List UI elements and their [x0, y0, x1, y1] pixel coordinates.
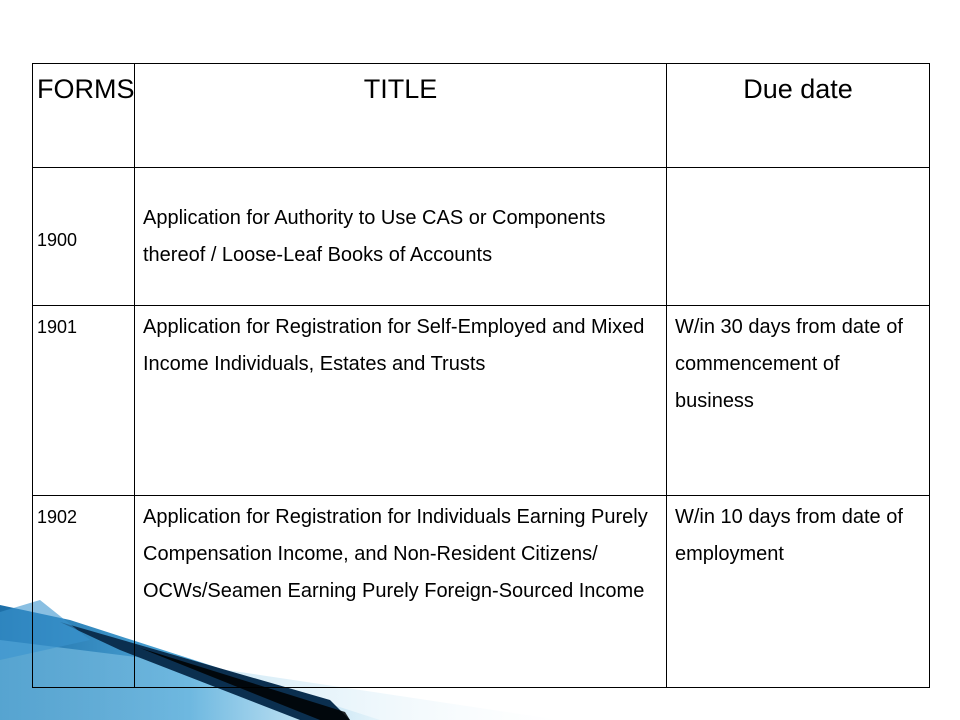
header-forms: FORMS [33, 64, 135, 168]
form-number: 1901 [37, 317, 78, 337]
due-date: W/in 30 days from date of commencement of business [675, 316, 903, 412]
form-title: Application for Registration for Individuals Earning Purely Compensation Income, and Non-Resident Citizens/ OCWs/Seamen Earning Purely Foreign-Sourced Income [143, 506, 648, 602]
due-date-cell [667, 306, 930, 496]
due-date-cell [667, 168, 930, 306]
table-row [33, 496, 930, 688]
header-title: TITLE [135, 64, 667, 168]
table-header-row [33, 64, 930, 168]
form-title: Application for Authority to Use CAS or Components thereof / Loose-Leaf Books of Accounts [143, 206, 606, 266]
due-date: W/in 10 days from date of employment [675, 506, 903, 565]
table-row [33, 168, 930, 306]
table-row [33, 306, 930, 496]
form-number-cell [33, 306, 135, 496]
forms-table [32, 63, 930, 688]
form-number-cell [33, 496, 135, 688]
form-title-cell [135, 168, 667, 306]
due-date-cell [667, 496, 930, 688]
form-number-cell [33, 168, 135, 306]
form-number: 1902 [37, 507, 78, 527]
form-title-cell [135, 496, 667, 688]
form-number: 1900 [37, 230, 78, 250]
header-due-date: Due date [667, 64, 930, 168]
form-title: Application for Registration for Self-Employed and Mixed Income Individuals, Estates and Trusts [143, 316, 645, 375]
form-title-cell [135, 306, 667, 496]
